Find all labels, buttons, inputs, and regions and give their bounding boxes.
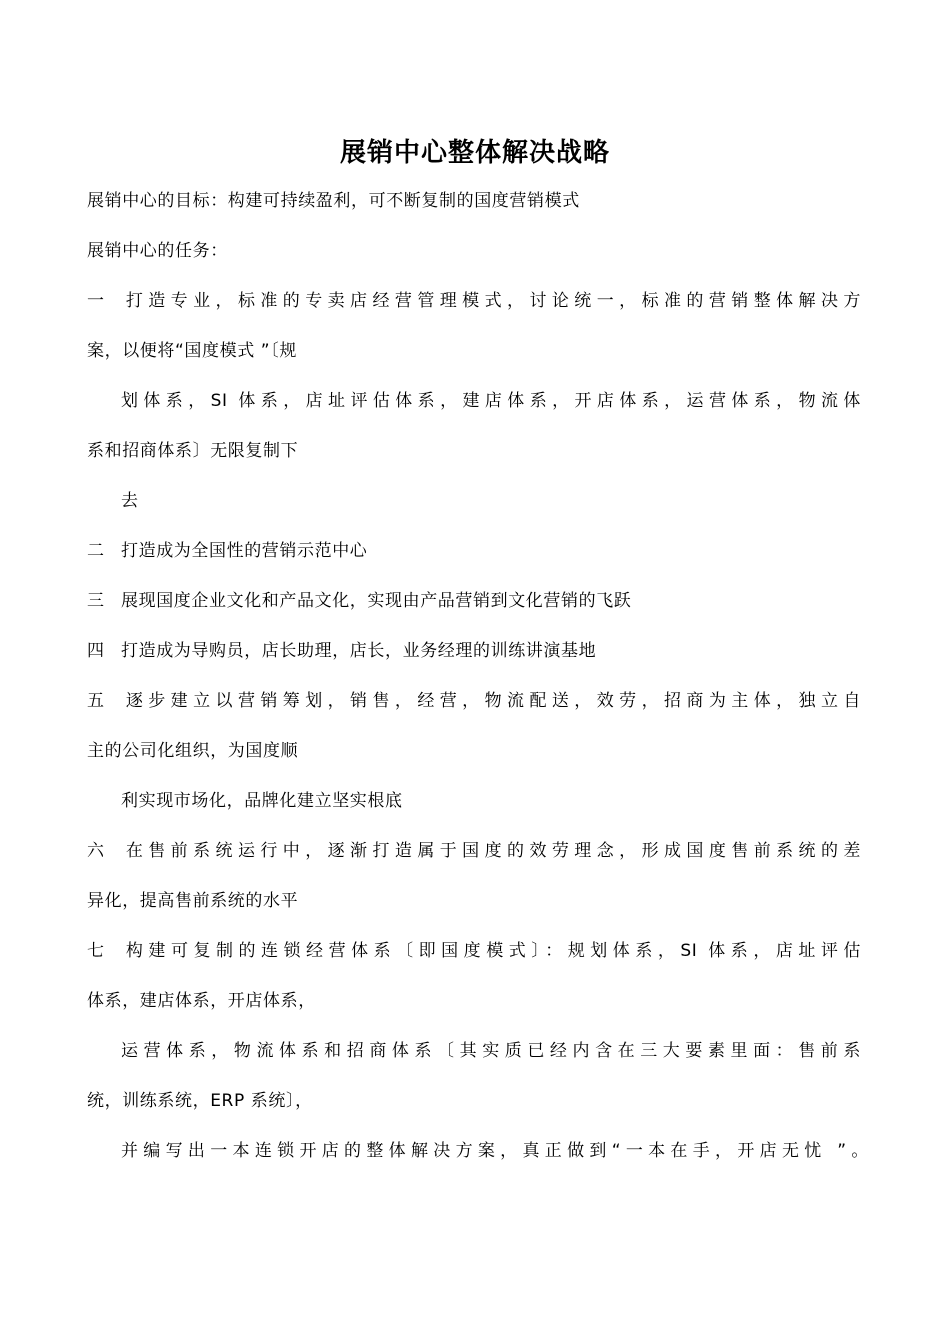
item-1-line-3: 划体系，SI 体系，店址评估体系，建店体系，开店体系，运营体系，物流体 bbox=[121, 391, 861, 411]
item-2-number: 二 bbox=[87, 541, 105, 561]
item-7-line-4: 统，训练系统，ERP 系统〕， bbox=[87, 1091, 313, 1111]
goal-line: 展销中心的目标：构建可持续盈利，可不断复制的国度营销模式 bbox=[87, 191, 580, 211]
item-1-number: 一 bbox=[87, 291, 105, 311]
item-6-text-1: 在售前系统运行中，逐渐打造属于国度的效劳理念，形成国度售前系统的差 bbox=[121, 841, 861, 861]
item-3-number: 三 bbox=[87, 591, 105, 611]
item-2-line-1 bbox=[87, 539, 367, 563]
item-5-line-2: 主的公司化组织，为国度顺 bbox=[87, 741, 299, 761]
item-1-line-2: 案，以便将“国度模式 ”〔规 bbox=[87, 341, 297, 361]
item-7-line-3: 运营体系，物流体系和招商体系〔其实质已经内含在三大要素里面：售前系 bbox=[121, 1041, 861, 1061]
item-6-line-2: 异化，提高售前系统的水平 bbox=[87, 891, 299, 911]
item-5-number: 五 bbox=[87, 691, 105, 711]
item-4-number: 四 bbox=[87, 641, 105, 661]
item-3-text-1: 展现国度企业文化和产品文化，实现由产品营销到文化营销的飞跃 bbox=[121, 591, 632, 611]
item-7-line-2: 体系，建店体系，开店体系， bbox=[87, 991, 316, 1011]
item-6-number: 六 bbox=[87, 841, 105, 861]
document-title: 展销中心整体解决战略 bbox=[339, 138, 610, 168]
item-1-line-4: 系和招商体系〕无限复制下 bbox=[87, 441, 299, 461]
item-1-line-1 bbox=[87, 289, 861, 313]
item-7-text-1: 构建可复制的连锁经营体系〔即国度模式〕：规划体系，SI 体系，店址评估 bbox=[121, 941, 861, 961]
item-1-line-5: 去 bbox=[121, 491, 139, 511]
task-heading: 展销中心的任务： bbox=[87, 241, 228, 261]
item-5-line-1 bbox=[87, 689, 861, 713]
item-4-text-1: 打造成为导购员，店长助理，店长，业务经理的训练讲演基地 bbox=[121, 641, 597, 661]
item-6-line-1 bbox=[87, 839, 861, 863]
item-3-line-1 bbox=[87, 589, 631, 613]
item-4-line-1 bbox=[87, 639, 596, 663]
item-5-line-3: 利实现市场化，品牌化建立坚实根底 bbox=[121, 791, 403, 811]
item-7-line-1 bbox=[87, 939, 861, 963]
item-1-text-1: 打造专业，标准的专卖店经营管理模式，讨论统一，标准的营销整体解决方 bbox=[121, 291, 861, 311]
item-7-number: 七 bbox=[87, 941, 105, 961]
item-5-text-1: 逐步建立以营销筹划，销售，经营，物流配送，效劳，招商为主体，独立自 bbox=[121, 691, 861, 711]
item-2-text-1: 打造成为全国性的营销示范中心 bbox=[121, 541, 368, 561]
item-7-line-5: 并编写出一本连锁开店的整体解决方案，真正做到“一本在手，开店无忧 ”。 bbox=[121, 1141, 869, 1161]
